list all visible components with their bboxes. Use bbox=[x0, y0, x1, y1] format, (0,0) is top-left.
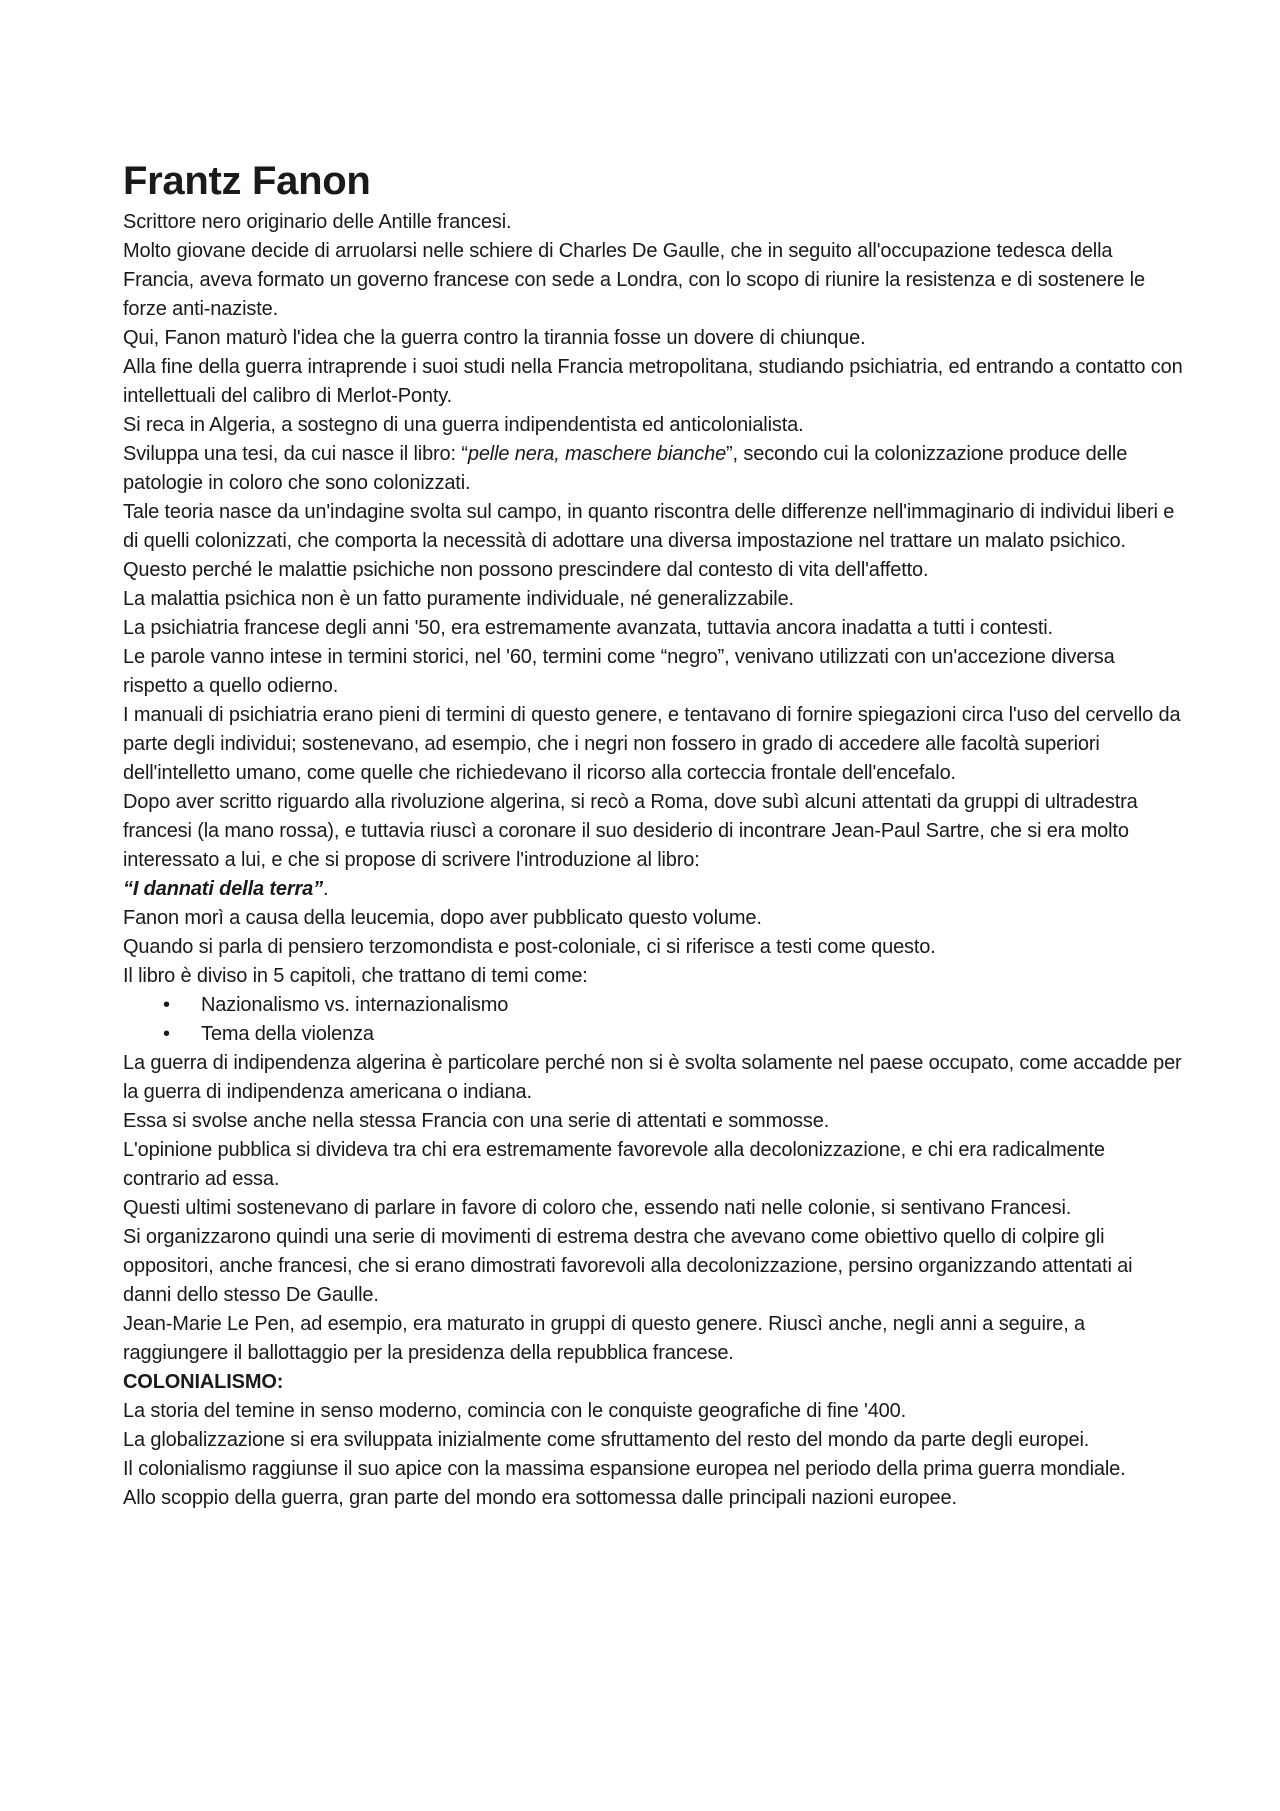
paragraph: Le parole vanno intese in termini storici, nel '60, termini come “negro”, venivano utilizzati con un'accezione diversa rispetto a quello odierno. bbox=[123, 646, 1115, 697]
document-body bbox=[123, 208, 1183, 1513]
paragraph: Scrittore nero originario delle Antille francesi. bbox=[123, 211, 512, 233]
bullet-list bbox=[123, 991, 1183, 1049]
paragraph: Jean-Marie Le Pen, ad esempio, era maturato in gruppi di questo genere. Riuscì anche, negli anni a seguire, a raggiungere il ballottaggio per la presidenza della repubblica francese. bbox=[123, 1313, 1086, 1364]
text-run: ”, secondo cui la colonizzazione produce delle patologie in coloro che sono colonizzati. bbox=[123, 443, 1128, 494]
paragraph: La psichiatria francese degli anni '50, era estremamente avanzata, tuttavia ancora inadatta a tutti i contesti. bbox=[123, 617, 1053, 639]
paragraph: Questo perché le malattie psichiche non possono prescindere dal contesto di vita dell'affetto. bbox=[123, 559, 929, 581]
paragraph: Molto giovane decide di arruolarsi nelle schiere di Charles De Gaulle, che in seguito all'occupazione tedesca della Francia, aveva formato un governo francese con sede a Londra, con lo scopo di riunire la resistenza e di sostenere le forze anti-naziste. bbox=[123, 240, 1145, 320]
bullet-text: Nazionalismo vs. internazionalismo bbox=[201, 994, 509, 1016]
bullet-marker: • bbox=[163, 994, 170, 1016]
paragraph: L'opinione pubblica si divideva tra chi era estremamente favorevole alla decolonizzazione, e chi era radicalmente contrario ad essa. bbox=[123, 1139, 1105, 1190]
paragraph: La storia del temine in senso moderno, comincia con le conquiste geografiche di fine '400. bbox=[123, 1400, 907, 1422]
paragraph: Allo scoppio della guerra, gran parte del mondo era sottomessa dalle principali nazioni europee. bbox=[123, 1487, 957, 1509]
paragraph bbox=[123, 875, 1183, 904]
section-heading: COLONIALISMO: bbox=[123, 1371, 284, 1393]
paragraph: Qui, Fanon maturò l'idea che la guerra contro la tirannia fosse un dovere di chiunque. bbox=[123, 327, 866, 349]
paragraph: I manuali di psichiatria erano pieni di termini di questo genere, e tentavano di fornire spiegazioni circa l'uso del cervello da parte degli individui; sostenevano, ad esempio, che i negri non fossero in grado di accedere alle facoltà superiori dell'intelletto umano, come quelle che richiedevano il ricorso alla corteccia frontale dell'encefalo. bbox=[123, 704, 1181, 784]
book-title-italic: pelle nera, maschere bianche bbox=[467, 443, 727, 465]
paragraph: Questi ultimi sostenevano di parlare in favore di coloro che, essendo nati nelle colonie, si sentivano Francesi. bbox=[123, 1197, 1072, 1219]
paragraph: Tale teoria nasce da un'indagine svolta sul campo, in quanto riscontra delle differenze nell'immaginario di individui liberi e di quelli colonizzati, che comporta la necessità di adottare una diversa impostazione nel trattare un malato psichico. bbox=[123, 501, 1175, 552]
paragraph: Si organizzarono quindi una serie di movimenti di estrema destra che avevano come obiettivo quello di colpire gli oppositori, anche francesi, che si erano dimostrati favorevoli alla decolonizzazione, persino organizzando attentati ai danni dello stesso De Gaulle. bbox=[123, 1226, 1133, 1306]
paragraph: Quando si parla di pensiero terzomondista e post-coloniale, ci si riferisce a testi come questo. bbox=[123, 936, 936, 958]
paragraph: La malattia psichica non è un fatto puramente individuale, né generalizzabile. bbox=[123, 588, 794, 610]
bullet-item bbox=[123, 991, 1183, 1020]
text-run: Sviluppa una tesi, da cui nasce il libro: “ bbox=[123, 443, 468, 465]
bullet-item bbox=[123, 1020, 1183, 1049]
paragraph: Si reca in Algeria, a sostegno di una guerra indipendentista ed anticolonialista. bbox=[123, 414, 804, 436]
paragraph: Il libro è diviso in 5 capitoli, che trattano di temi come: bbox=[123, 965, 588, 987]
document-page bbox=[123, 156, 1183, 1513]
paragraph bbox=[123, 440, 1183, 498]
bullet-text: Tema della violenza bbox=[201, 1023, 374, 1045]
paragraph: Essa si svolse anche nella stessa Francia con una serie di attentati e sommosse. bbox=[123, 1110, 830, 1132]
paragraph: Fanon morì a causa della leucemia, dopo aver pubblicato questo volume. bbox=[123, 907, 762, 929]
text-run: . bbox=[322, 878, 329, 900]
paragraph: La guerra di indipendenza algerina è particolare perché non si è svolta solamente nel paese occupato, come accadde per la guerra di indipendenza americana o indiana. bbox=[123, 1052, 1182, 1103]
book-title-bold-italic: “I dannati della terra” bbox=[123, 878, 323, 900]
paragraph: Il colonialismo raggiunse il suo apice con la massima espansione europea nel periodo della prima guerra mondiale. bbox=[123, 1458, 1126, 1480]
paragraph: Alla fine della guerra intraprende i suoi studi nella Francia metropolitana, studiando psichiatria, ed entrando a contatto con intellettuali del calibro di Merlot-Ponty. bbox=[123, 356, 1183, 407]
document-title: Frantz Fanon bbox=[123, 159, 371, 203]
paragraph: Dopo aver scritto riguardo alla rivoluzione algerina, si recò a Roma, dove subì alcuni attentati da gruppi di ultradestra francesi (la mano rossa), e tuttavia riuscì a coronare il suo desiderio di incontrare Jean-Paul Sartre, che si era molto interessato a lui, e che si propose di scrivere l'introduzione al libro: bbox=[123, 791, 1138, 871]
paragraph: La globalizzazione si era sviluppata inizialmente come sfruttamento del resto del mondo da parte degli europei. bbox=[123, 1429, 1090, 1451]
bullet-marker: • bbox=[163, 1023, 170, 1045]
